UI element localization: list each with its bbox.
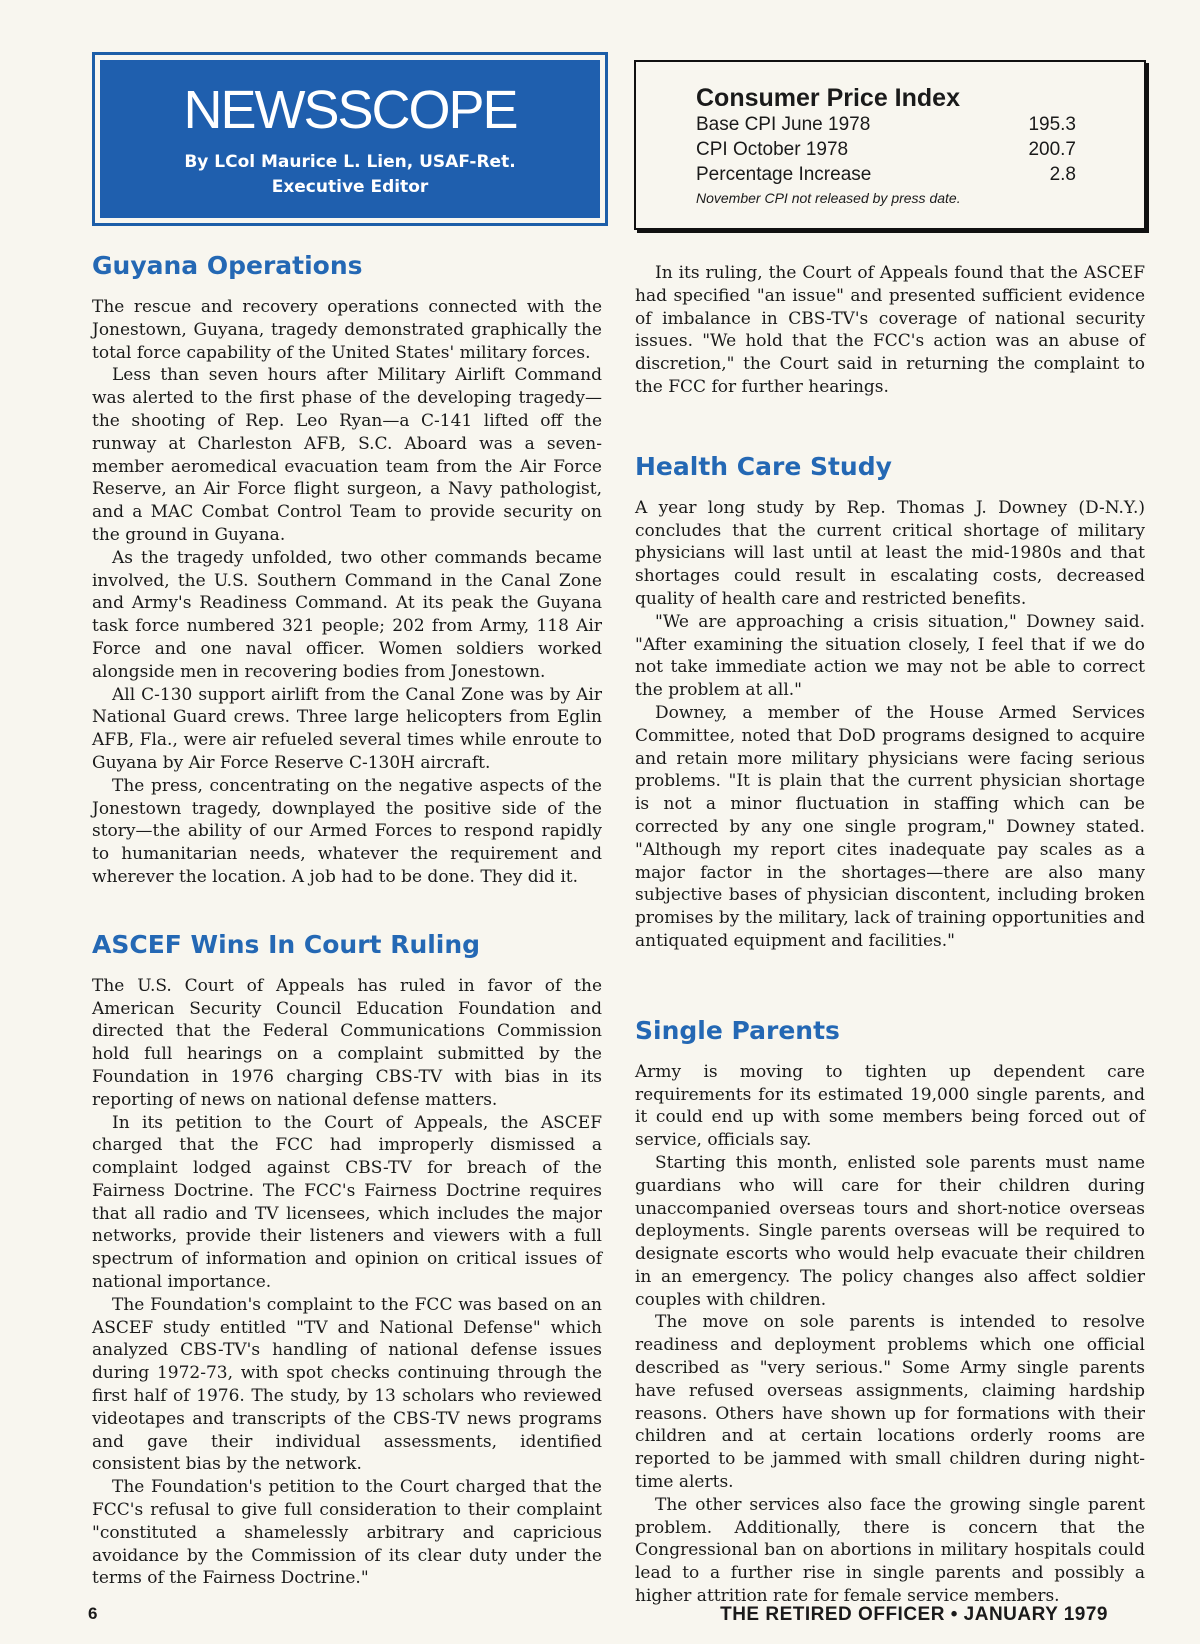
cpi-row-value: 195.3 — [1028, 114, 1076, 135]
article-paragraph: As the tragedy unfolded, two other commands became involved, the U.S. Southern Command in the Canal Zone and Army's Readiness Command. At its peak the Guyana task force numbered 321 people; 202 from Army, 118 Air Force and one naval officer. Women soldiers worked alongside men in recovering bodies from Jonestown. — [92, 547, 602, 682]
cpi-title: Consumer Price Index — [696, 84, 960, 112]
cpi-row-value: 2.8 — [1049, 164, 1076, 185]
cpi-row-label: CPI October 1978 — [696, 139, 849, 160]
article-paragraph: Downey, a member of the House Armed Services Committee, noted that DoD programs designed to acquire and retain more military physicians were facing serious problems. "It is plain that the current physician shortage is not a minor fluctuation in staffing which can be corrected by any one single program," Downey stated. "Although my report cites inadequate pay scales as a major factor in the shortages—there are also many subjective bases of physician discontent, including broken promises by the military, lack of training opportunities and antiquated equipment and facilities." — [635, 702, 1145, 951]
health-heading: Health Care Study — [635, 451, 892, 481]
page-number: 6 — [88, 1604, 98, 1623]
masthead-panel — [100, 60, 600, 218]
article-paragraph: The U.S. Court of Appeals has ruled in favor of the American Security Council Education Foundation and directed that the Federal Communications Commission hold full hearings on a complaint submitted by the Foundation in 1976 charging CBS-TV with bias in its reporting of news on national defense matters. — [92, 975, 602, 1110]
page-footer — [0, 1604, 1200, 1634]
article-paragraph: The Foundation's complaint to the FCC was based on an ASCEF study entitled "TV and National Defense" which analyzed CBS-TV's handling of national defense issues during 1972-73, with spot checks continuing through the first half of 1976. The study, by 13 scholars who reviewed videotapes and transcripts of the CBS-TV news programs and gave their individual assessments, identified consistent bias by the network. — [92, 1294, 602, 1475]
article-paragraph: The other services also face the growing single parent problem. Additionally, there is concern that the Congressional ban on abortions in military hospitals could lead to a further rise in single parents and possibly a higher attrition rate for female service members. — [635, 1494, 1145, 1607]
masthead-byline — [100, 150, 600, 200]
article-paragraph: The Foundation's petition to the Court charged that the FCC's refusal to give full consideration to their complaint "constituted a shamelessly arbitrary and capricious avoidance by the Commission of its clear duty under the terms of the Fairness Doctrine." — [92, 1477, 602, 1589]
cpi-row — [696, 162, 1076, 187]
article-paragraph: The press, concentrating on the negative aspects of the Jonestown tragedy, downplayed the positive side of the story—the ability of our Armed Forces to respond rapidly to humanitarian needs, whatever the requirement and wherever the location. A job had to be done. They did it. — [92, 775, 602, 887]
article-paragraph: The move on sole parents is intended to resolve readiness and deployment problems which one official described as "very serious." Some Army single parents have refused overseas assignments, claiming hardship reasons. Others have shown up for formations with their children and at certain locations orderly rooms are reported to be jammed with small children during night-time alerts. — [635, 1312, 1145, 1493]
cpi-box — [634, 60, 1146, 230]
article-paragraph: Less than seven hours after Military Airlift Command was alerted to the first phase of the developing tragedy—the shooting of Rep. Leo Ryan—a C-141 lifted off the runway at Charleston AFB, S.C. Aboard was a seven-member aeromedical evacuation team from the Air Force Reserve, an Air Force flight surgeon, a Navy pathologist, and a MAC Combat Control Team to provide security on the ground in Guyana. — [92, 365, 602, 545]
byline-role: Executive Editor — [271, 177, 429, 197]
article-paragraph: A year long study by Rep. Thomas J. Downey (D-N.Y.) concludes that the current critical shortage of military physicians will last until at least the mid-1980s and that shortages could result in escalating costs, decreased quality of health care and restricted benefits. — [635, 497, 1145, 609]
article-paragraph: Starting this month, enlisted sole parents must name guardians who will care for their children during unaccompanied overseas tours and short-notice overseas deployments. Single parents overseas will be required to designate escorts who would help evacuate their children in an emergency. The policy changes also affect soldier couples with children. — [635, 1152, 1145, 1310]
article-paragraph: In its petition to the Court of Appeals, the ASCEF charged that the FCC had improperly dismissed a complaint lodged against CBS-TV for breach of the Fairness Doctrine. The FCC's Fairness Doctrine requires that all radio and TV licensees, which includes the major networks, provide their listeners and viewers with a full spectrum of information and opinion on critical issues of national importance. — [92, 1112, 602, 1293]
article-paragraph: All C-130 support airlift from the Canal Zone was by Air National Guard crews. Three large helicopters from Eglin AFB, Fla., were air refueled several times while enroute to Guyana by Air Force Reserve C-130H aircraft. — [92, 684, 602, 773]
article-paragraph: Army is moving to tighten up dependent care requirements for its estimated 19,000 single parents, and it could end up with some members being forced out of service, officials say. — [635, 1061, 1145, 1151]
single-parents-heading: Single Parents — [635, 1015, 840, 1045]
cpi-row-label: Percentage Increase — [696, 164, 872, 185]
cpi-row — [696, 112, 1076, 137]
guyana-heading: Guyana Operations — [92, 251, 363, 280]
right-column — [635, 262, 1145, 1608]
cpi-row-value: 200.7 — [1028, 139, 1076, 160]
article-paragraph: "We are approaching a crisis situation," Downey said. "After examining the situation closely, I feel that if we do not take immediate action we may not be able to correct the problem at all." — [635, 611, 1145, 701]
article-paragraph: In its ruling, the Court of Appeals found that the ASCEF had specified "an issue" and presented sufficient evidence of imbalance in CBS-TV's coverage of national security issues. "We hold that the FCC's action was an abuse of discretion," the Court said in returning the complaint to the FCC for further hearings. — [635, 263, 1145, 397]
publication-line: THE RETIRED OFFICER • JANUARY 1979 — [720, 1604, 1108, 1625]
article-paragraph: The rescue and recovery operations connected with the Jonestown, Guyana, tragedy demonstrated graphically the total force capability of the United States' military forces. — [92, 297, 602, 363]
masthead — [92, 52, 608, 226]
left-column — [92, 250, 602, 1590]
cpi-note: November CPI not released by press date. — [696, 190, 961, 206]
cpi-row — [696, 137, 1076, 162]
byline-author: By LCol Maurice L. Lien, USAF-Ret. — [184, 152, 516, 172]
cpi-row-label: Base CPI June 1978 — [696, 114, 871, 135]
ascef-heading: ASCEF Wins In Court Ruling — [92, 929, 481, 959]
masthead-title: NEWSSCOPE — [183, 80, 517, 140]
